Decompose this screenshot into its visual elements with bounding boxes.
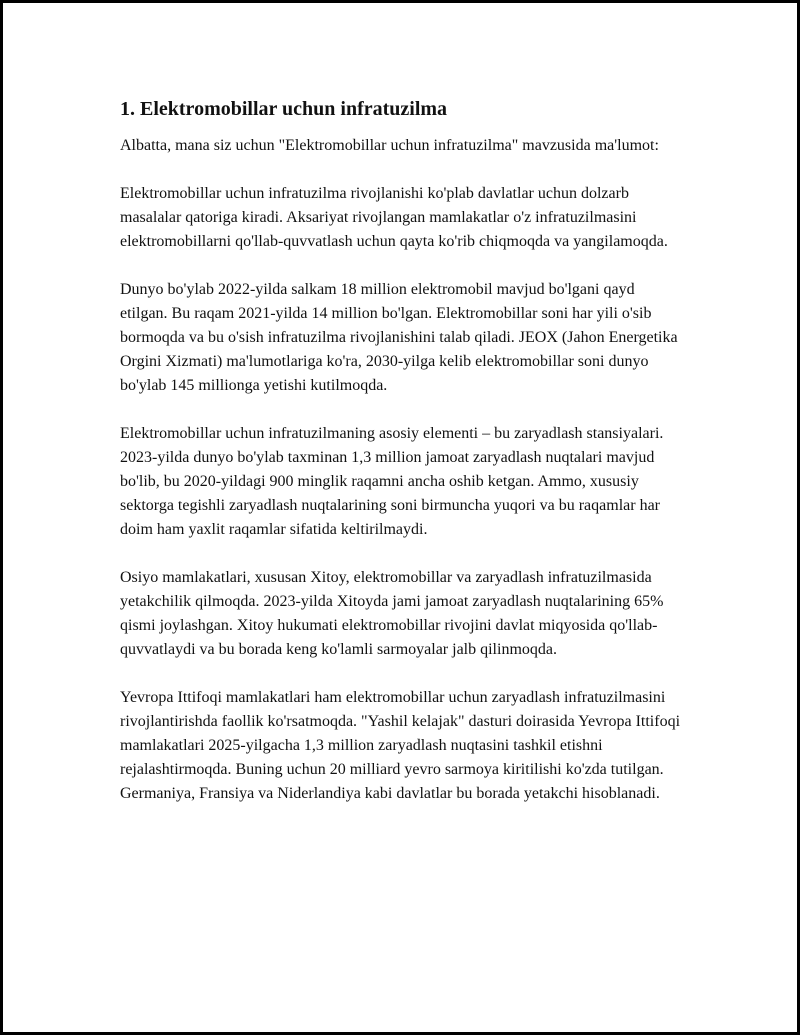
- document-body: [120, 95, 680, 830]
- paragraph-europe: Yevropa Ittifoqi mamlakatlari ham elektromobillar uchun zaryadlash infratuzilmasini rivojlantirishda faollik ko'rsatmoqda. "Yashil kelajak" dasturi doirasida Yevropa Ittifoqi mamlakatlari 2025-yilgacha 1,3 million zaryadlash nuqtasini tashkil etishni rejalashtirmoqda. Buning uchun 20 milliard yevro sarmoya kiritilishi ko'zda tutilgan. Germaniya, Fransiya va Niderlandiya kabi davlatlar bu borada yetakchi hisoblanadi.: [120, 689, 681, 802]
- paragraph-statistics: Dunyo bo'ylab 2022-yilda salkam 18 million elektromobil mavjud bo'lgani qayd etilgan. Bu raqam 2021-yilda 14 million bo'lgan. Elektromobillar soni har yili o'sib bormoqda va bu o'sish infratuzilma rivojlanishini talab qiladi. JEOX (Jahon Energetika Orgini Xizmati) ma'lumotlariga ko'ra, 2030-yilga kelib elektromobillar soni dunyo bo'ylab 145 millionga yetishi kutilmoqda.: [120, 281, 678, 394]
- paragraph-charging-stations: Elektromobillar uchun infratuzilmaning asosiy elementi – bu zaryadlash stansiyalari. 2023-yilda dunyo bo'ylab taxminan 1,3 million jamoat zaryadlash nuqtalari mavjud bo'lib, bu 2020-yildagi 900 minglik raqamni ancha oshib ketgan. Ammo, xususiy sektorga tegishli zaryadlash nuqtalarining soni birmuncha yuqori va bu raqamlar har doim ham yaxlit raqamlar sifatida keltirilmaydi.: [120, 425, 664, 538]
- paragraph-infrastructure: Elektromobillar uchun infratuzilma rivojlanishi ko'plab davlatlar uchun dolzarb masalalar qatoriga kiradi. Aksariyat rivojlangan mamlakatlar o'z infratuzilmasini elektromobillarni qo'llab-quvvatlash uchun qayta ko'rib chiqmoqda va yangilamoqda.: [120, 185, 668, 250]
- document-title: 1. Elektromobillar uchun infratuzilma: [120, 98, 448, 120]
- paragraph-asia: Osiyo mamlakatlari, xususan Xitoy, elektromobillar va zaryadlash infratuzilmasida yetakchilik qilmoqda. 2023-yilda Xitoyda jami jamoat zaryadlash nuqtalarining 65% qismi joylashgan. Xitoy hukumati elektromobillar rivojini davlat miqyosida qo'llab-quvvatlaydi va bu borada keng ko'lamli sarmoyalar jalb qilinmoqda.: [120, 569, 664, 658]
- paragraph-intro: Albatta, mana siz uchun "Elektromobillar uchun infratuzilma" mavzusida ma'lumot:: [120, 137, 659, 154]
